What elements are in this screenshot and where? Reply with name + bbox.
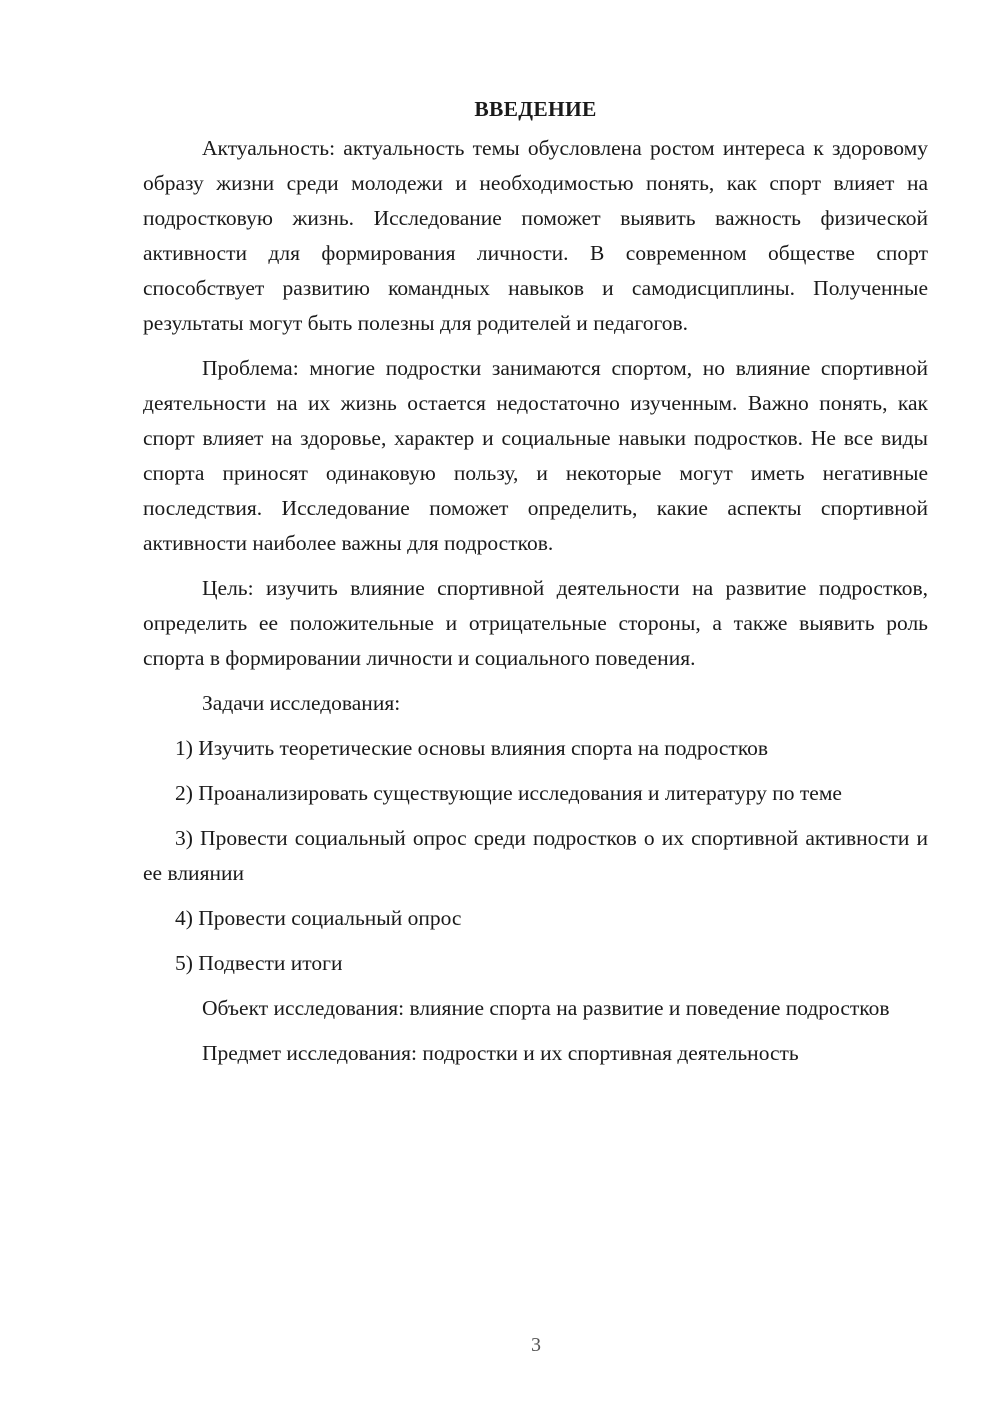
tasks-heading: Задачи исследования: [202, 691, 401, 715]
page-number: 3 [531, 1334, 541, 1356]
subject-paragraph: Предмет исследования: подростки и их спортивная деятельность [202, 1041, 799, 1065]
section-title: ВВЕДЕНИЕ [474, 97, 597, 121]
relevance-paragraph: Актуальность: актуальность темы обусловлена ростом интереса к здоровому образу жизни среди молодежи и необходимостью понять, как спорт влияет на подростковую жизнь. Исследование поможет выявить важность физической активности для формирования личности. В современном обществе спорт способствует развитию командных навыков и самодисциплины. Полученные результаты могут быть полезны для родителей и педагогов. [143, 136, 928, 335]
page-body [143, 92, 928, 1071]
task-item-3: 3) Провести социальный опрос среди подростков о их спортивной активности и ее влиянии [143, 826, 928, 885]
goal-paragraph: Цель: изучить влияние спортивной деятельности на развитие подростков, определить ее положительные и отрицательные стороны, а также выявить роль спорта в формировании личности и социального поведения. [143, 576, 928, 670]
task-item-5: 5) Подвести итоги [175, 951, 343, 975]
problem-paragraph: Проблема: многие подростки занимаются спортом, но влияние спортивной деятельности на их жизнь остается недостаточно изученным. Важно понять, как спорт влияет на здоровье, характер и социальные навыки подростков. Не все виды спорта приносят одинаковую пользу, и некоторые могут иметь негативные последствия. Исследование поможет определить, какие аспекты спортивной активности наиболее важны для подростков. [143, 356, 928, 555]
task-item-4: 4) Провести социальный опрос [175, 906, 462, 930]
task-item-2: 2) Проанализировать существующие исследования и литературу по теме [175, 781, 842, 805]
task-item-1: 1) Изучить теоретические основы влияния спорта на подростков [175, 736, 769, 760]
object-paragraph: Объект исследования: влияние спорта на развитие и поведение подростков [202, 996, 890, 1020]
